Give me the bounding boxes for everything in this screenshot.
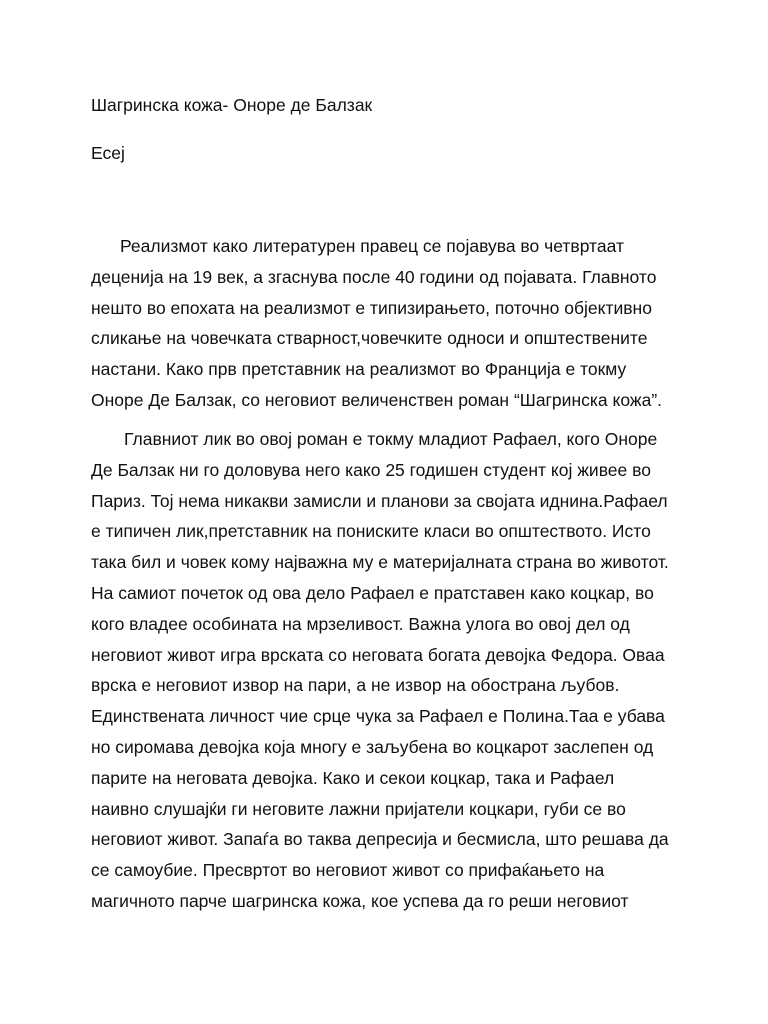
paragraph-line: се самоубие. Пресвртот во неговиот живот со прифаќањето на [91,860,605,881]
paragraph-line: е типичен лик,претставник на пониските класи во општеството. Исто [91,521,651,542]
paragraph-line: Реализмот како литературен правец се појавува во четвртаат [120,236,624,256]
paragraph-line: парите на неговата девојка. Како и секои коцкар, така и Рафаел [91,767,615,788]
paragraph-line: неговиот живот игра врската со неговата богата девојка Федора. Оваа [91,644,665,665]
paragraph-line: наивно слушајќи ги неговите лажни пријатели коцкари, губи се во [91,798,626,819]
paragraph-line: настани. Како прв претставник на реализмот во Франција е токму [91,359,627,380]
paragraph-line: нешто во епохата на реализмот е типизирањето, поточно објективно [91,297,652,318]
paragraph-line: Единствената личност чие срце чука за Рафаел е Полина.Таа е убава [91,706,665,727]
paragraph-line: кого владее особината на мрзеливост. Важна улога во овој дел од [91,613,630,634]
paragraph-line: но сиромава девојка која многу е заљубена во коцкарот заслепен од [91,737,654,757]
paragraph-line: Де Балзак ни го доловува него како 25 годишен студент кој живее во [91,459,651,480]
paragraph-line: неговиот живот. Запаѓа во таква депресија и бесмисла, што решава да [91,829,669,850]
paragraph-line: така бил и човек кому најважна му е материјалната страна во животот. [91,552,669,573]
document-subtitle: Есеј [91,143,125,163]
paragraph-line: сликање на човечката стварност,човечките односи и општествените [91,328,648,349]
paragraph-line: Оноре Де Балзак, со неговиот величенствен роман “Шагринска кожа”. [91,390,663,410]
paragraph-line: Париз. Тој нема никакви замисли и планови за својата иднина.Рафаел [91,490,668,511]
paragraph-line: магичното парче шагринска кожа, кое успева да го реши неговиот [91,891,629,911]
document-title: Шагринска кожа- Оноре де Балзак [91,95,373,115]
paragraph-line: деценија на 19 век, а згаснува после 40 години од појавата. Главното [91,266,657,287]
paragraph-line: врска е неговиот извор на пари, а не извор на обострана љубов. [91,675,620,696]
paragraph-line: На самиот почеток од ова дело Рафаел е пратставен како коцкар, во [91,583,654,603]
paragraph-line: Главниот лик во овој роман е токму младиот Рафаел, кого Оноре [124,429,658,449]
